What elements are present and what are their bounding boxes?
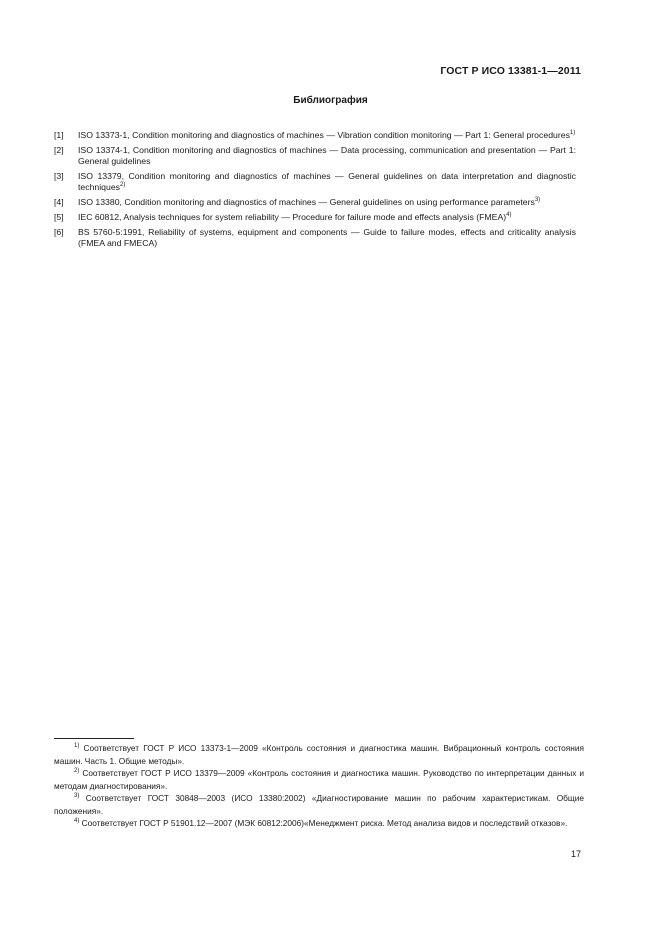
reference-citation: IEC 60812, Analysis techniques for system reliability — Procedure for failure mode and effects analysis (FMEA)	[78, 212, 507, 222]
footnote	[54, 742, 584, 767]
reference-number: [2]	[54, 145, 64, 155]
reference-item	[54, 197, 576, 208]
footnote-text: Соответствует ГОСТ Р ИСО 13373-1—2009 «Контроль состояния и диагностика машин. Вибрационный контроль состояния машин. Часть 1. Общие методы».	[54, 743, 584, 766]
reference-number: [4]	[54, 197, 64, 207]
footnote-marker: 1)	[74, 743, 80, 750]
footnote-mark: 4)	[506, 212, 512, 219]
footnote-marker: 4)	[74, 818, 80, 825]
reference-citation: ISO 13374-1, Condition monitoring and diagnostics of machines — Data processing, communication and presentation — Part 1: General guidelines	[78, 145, 576, 166]
reference-number: [6]	[54, 227, 64, 237]
footnote	[54, 792, 584, 817]
bibliography-title: Библиография	[293, 95, 368, 106]
footnote-mark: 3)	[534, 197, 541, 204]
reference-text	[78, 130, 576, 141]
reference-number: [3]	[54, 171, 64, 181]
reference-item	[54, 145, 576, 167]
reference-item	[54, 130, 576, 141]
page-number: 17	[570, 849, 581, 859]
reference-item	[54, 227, 576, 249]
footnote	[54, 817, 584, 830]
reference-number: [1]	[54, 130, 64, 140]
reference-text	[78, 197, 576, 208]
reference-list	[54, 130, 576, 253]
footnote	[54, 767, 584, 792]
footnotes	[54, 742, 584, 830]
reference-citation: ISO 13380, Condition monitoring and diagnostics of machines — General guidelines on using performance parameters	[78, 197, 535, 207]
footnote-text: Соответствует ГОСТ 30848—2003 (ИСО 13380:2002) «Диагностирование машин по рабочим характеристикам. Общие положения».	[54, 793, 584, 816]
footnote-mark: 1)	[569, 130, 576, 137]
footnote-separator	[54, 738, 134, 739]
footnote-mark: 2)	[120, 182, 126, 189]
document-header: ГОСТ Р ИСО 13381-1—2011	[440, 65, 581, 77]
footnote-text: Соответствует ГОСТ Р ИСО 13379—2009 «Контроль состояния и диагностика машин. Руководство по интерпретации данных и методам диагностирования».	[54, 768, 584, 791]
reference-citation: ISO 13379, Condition monitoring and diagnostics of machines — General guidelines on data interpretation and diagnostic techniques	[78, 171, 576, 192]
reference-number: [5]	[54, 212, 64, 222]
reference-text	[78, 171, 576, 193]
reference-citation: BS 5760-5:1991, Reliability of systems, equipment and components — Guide to failure modes, effects and criticality analysis (FMEA and FMECA)	[78, 227, 576, 248]
reference-item	[54, 171, 576, 193]
reference-text	[78, 227, 576, 249]
footnote-marker: 2)	[74, 768, 80, 775]
reference-citation: ISO 13373-1, Condition monitoring and diagnostics of machines — Vibration condition monitoring — Part 1: General procedures	[78, 130, 570, 140]
reference-text	[78, 212, 576, 223]
footnote-marker: 3)	[74, 793, 80, 800]
reference-text	[78, 145, 576, 167]
footnote-text: Соответствует ГОСТ Р 51901.12—2007 (МЭК 60812:2006)«Менеджмент риска. Метод анализа видов и последствий отказов».	[81, 818, 568, 828]
reference-item	[54, 212, 576, 223]
